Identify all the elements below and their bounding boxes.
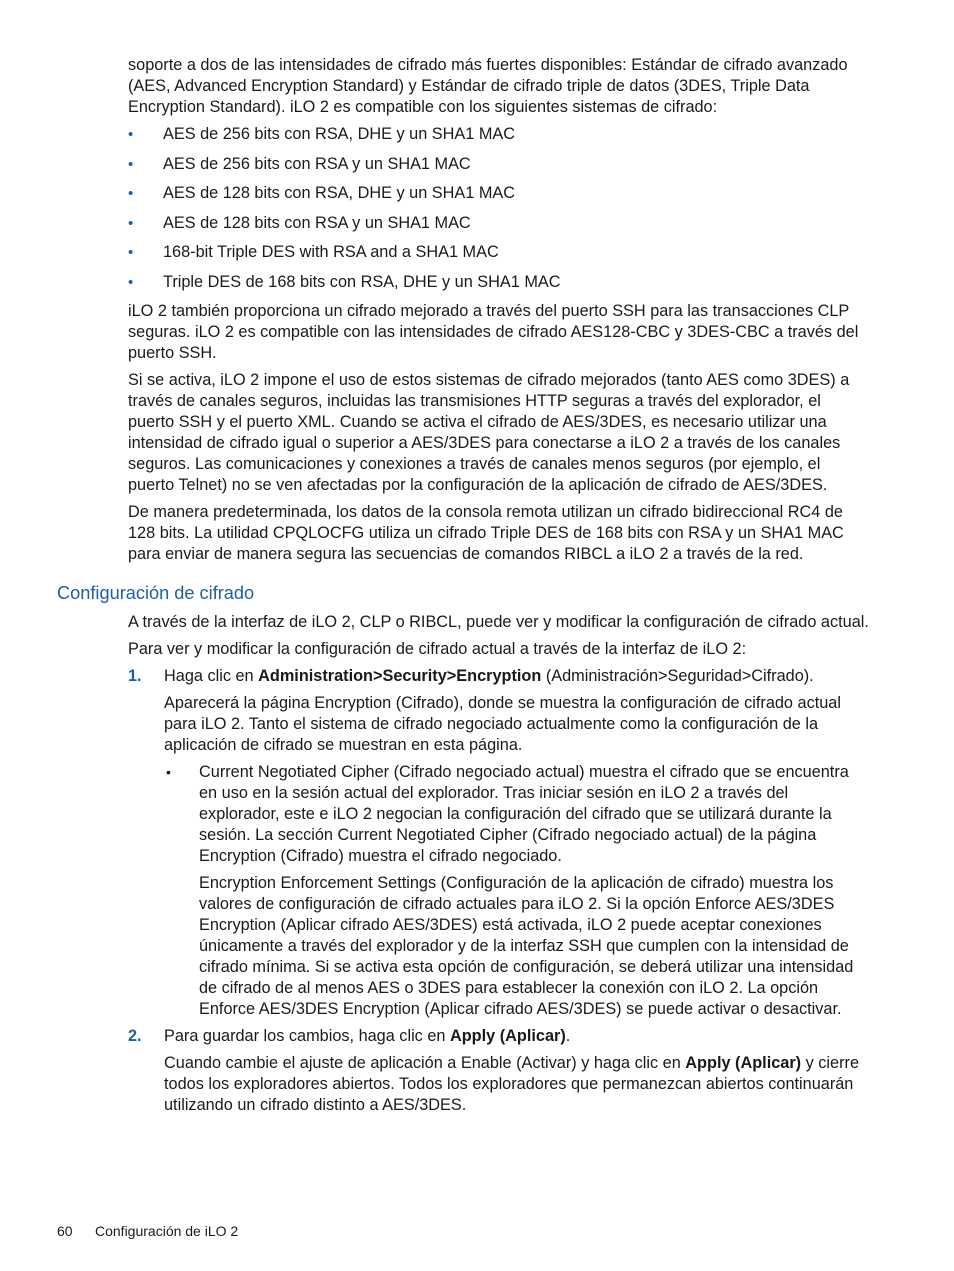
step-1-post: (Administración>Seguridad>Cifrado). <box>541 667 814 685</box>
cipher-item: • Triple DES de 168 bits con RSA, DHE y un SHA1 MAC <box>128 272 870 293</box>
intro-paragraph-4: De manera predeterminada, los datos de la consola remota utilizan un cifrado bidireccional RC4 de 128 bits. La utilidad CPQLOCFG utiliza un cifrado Triple DES de 168 bits con RSA y un SHA1 MAC para enviar de manera segura las secuencias de comandos RIBCL a iLO 2 a través de la red. <box>128 503 844 563</box>
bullet-continuation: Encryption Enforcement Settings (Configuración de la aplicación de cifrado) muestra los valores de configuración de cifrado actuales para iLO 2. Si la opción Enforce AES/3DES Encryption (Aplicar cifrado AES/3DES) está activada, iLO 2 puede aceptar conexiones únicamente a través del explorador y de la interfaz SSH que cumplen con la intensidad de cifrado mínima. Si se activa esta opción de configuración, se deberá utilizar una intensidad de cifrado de al menos AES o 3DES para establecer la conexión con iLO 2. La opción Enforce AES/3DES Encryption (Aplicar cifrado AES/3DES) se puede activar o desactivar. <box>199 874 854 1018</box>
step-2-para-post: y cierre todos los exploradores abiertos. Todos los exploradores que permanezcan abiertos continuarán utilizando un cifrado distinto a AES/3DES. <box>164 1054 859 1114</box>
apply-label: Apply (Aplicar) <box>685 1054 802 1072</box>
step-number: 2. <box>128 1027 142 1045</box>
step-1 <box>128 666 870 1020</box>
step-2-pre: Para guardar los cambios, haga clic en <box>164 1027 450 1045</box>
step-1-pre: Haga clic en <box>164 667 259 685</box>
cipher-item: • AES de 128 bits con RSA, DHE y un SHA1 MAC <box>128 183 870 204</box>
intro-paragraph-1: soporte a dos de las intensidades de cifrado más fuertes disponibles: Estándar de cifrado avanzado (AES, Advanced Encryption Standard) y Estándar de cifrado triple de datos (3DES, Triple Data Encryption Standard). iLO 2 es compatible con los siguientes sistemas de cifrado: <box>128 56 848 116</box>
intro-paragraph-2: iLO 2 también proporciona un cifrado mejorado a través del puerto SSH para las transacciones CLP seguras. iLO 2 es compatible con las intensidades de cifrado AES128-CBC y 3DES-CBC a través del puerto SSH. <box>128 302 859 362</box>
footer-title: Configuración de iLO 2 <box>95 1223 239 1239</box>
step-2-instruction <box>164 1026 870 1047</box>
intro-section <box>128 55 870 571</box>
page-footer <box>57 1221 238 1242</box>
section-paragraph-1: A través de la interfaz de iLO 2, CLP o RIBCL, puede ver y modificar la configuración de cifrado actual. <box>128 613 869 631</box>
step-2 <box>128 1026 870 1116</box>
apply-label: Apply (Aplicar) <box>449 1027 566 1045</box>
cipher-item: • 168-bit Triple DES with RSA and a SHA1 MAC <box>128 242 870 263</box>
step-2-post: . <box>565 1027 571 1045</box>
step-1-instruction <box>164 666 870 687</box>
bullet-text: • Current Negotiated Cipher (Cifrado negociado actual) muestra el cifrado que se encuentra en uso en la sesión actual del explorador. Tras iniciar sesión en iLO 2 a través del explorador, este e iLO 2 negocian la configuración del cifrado que se utilizará durante la sesión. La sección Current Negotiated Cipher (Cifrado negociado actual) de la página Encryption (Cifrado) muestra el cifrado negociado. <box>199 763 849 865</box>
cipher-item: • AES de 128 bits con RSA y un SHA1 MAC <box>128 213 870 234</box>
step-2-paragraph <box>164 1053 870 1116</box>
section-heading: Configuración de cifrado <box>57 583 255 603</box>
cipher-config-section <box>128 612 870 1122</box>
step-1-bullets <box>164 762 870 1020</box>
intro-paragraph-3: Si se activa, iLO 2 impone el uso de estos sistemas de cifrado mejorados (tanto AES como 3DES) a través de canales seguros, incluidas las transmisiones HTTP seguras a través del explorador, el puerto SSH y el puerto XML. Cuando se activa el cifrado de AES/3DES, es necesario utilizar una intensidad de cifrado igual o superior a AES/3DES para conectarse a iLO 2 a través de los canales seguros. Las comunicaciones y conexiones a través de canales menos seguros (por ejemplo, el puerto Telnet) no se ven afectadas por la configuración de la aplicación de cifrado de AES/3DES. <box>128 371 850 494</box>
section-paragraph-2: Para ver y modificar la configuración de cifrado actual a través de la interfaz de iLO 2: <box>128 640 747 658</box>
page-number: 60 <box>57 1223 73 1239</box>
cipher-item: • AES de 256 bits con RSA y un SHA1 MAC <box>128 154 870 175</box>
cipher-item: • AES de 256 bits con RSA, DHE y un SHA1 MAC <box>128 124 870 145</box>
menu-path: Administration>Security>Encryption <box>258 667 542 685</box>
step-1-paragraph: Aparecerá la página Encryption (Cifrado), donde se muestra la configuración de cifrado actual para iLO 2. Tanto el sistema de cifrado negociado actualmente como la configuración de la aplicación de cifrado se muestran en esta página. <box>164 694 841 754</box>
step-number: 1. <box>128 667 142 685</box>
step-1-bullet <box>164 762 870 1020</box>
step-2-para-pre: Cuando cambie el ajuste de aplicación a Enable (Activar) y haga clic en <box>164 1054 686 1072</box>
cipher-list <box>128 124 870 293</box>
